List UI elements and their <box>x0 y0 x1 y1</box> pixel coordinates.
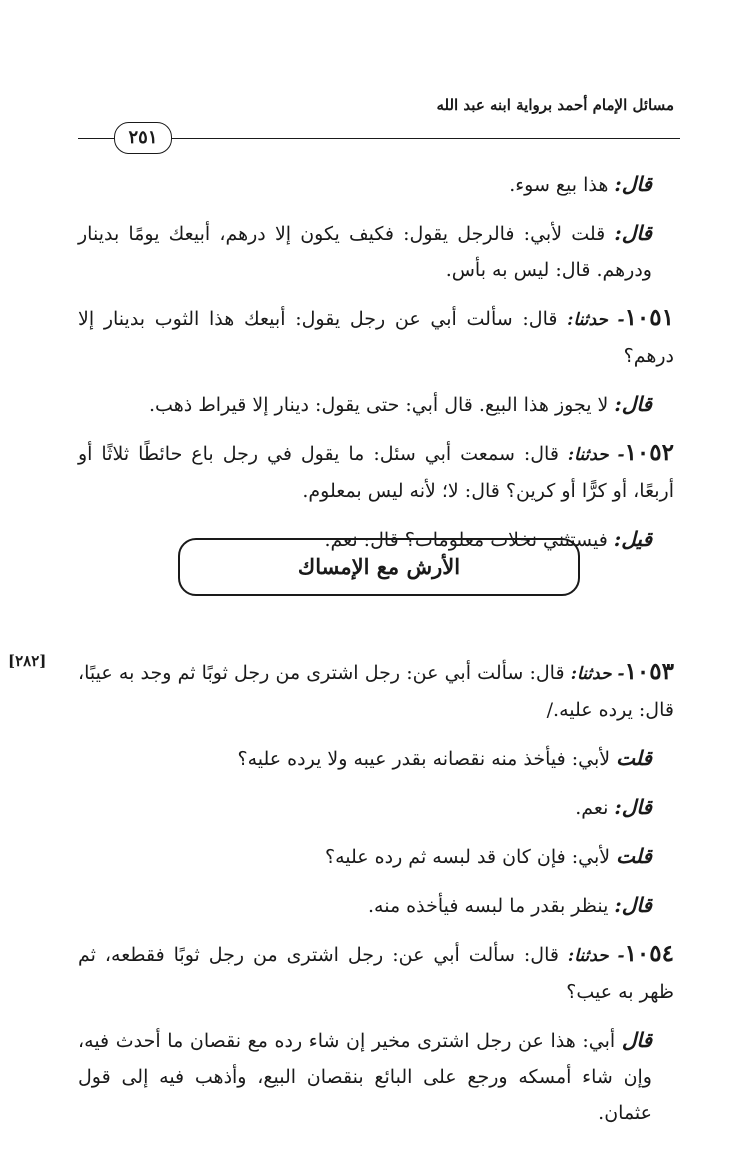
paragraph-text: قال: سألت أبي عن: رجل اشترى من رجل ثوبًا ثم وجد به عيبًا، قال: يرده عليه./ <box>78 662 674 721</box>
page-number: ٢٥١ <box>114 122 172 154</box>
speaker-label: قلت <box>616 844 652 868</box>
hadith-1053 <box>78 654 674 728</box>
running-title: مسائل الإمام أحمد برواية ابنه عبد الله <box>436 96 674 114</box>
paragraph-text: أبي: هذا عن رجل اشترى مخير إن شاء رده مع نقصان ما أحدث فيه، وإن شاء أمسكه ورجع على البائع بنقصان البيع، وأذهب فيه إلى قول عثمان. <box>78 1030 652 1124</box>
paragraph-text: قال: سألت أبي عن: رجل اشترى من رجل ثوبًا فقطعه، ثم ظهر به عيب؟ <box>78 944 674 1003</box>
hadith-label: - حدثنا: <box>567 310 625 330</box>
hadith-label: - حدثنا: <box>567 946 625 966</box>
paragraph-text: قال: سألت أبي عن رجل يقول: أبيعك هذا الثوب بدينار إلا درهم؟ <box>78 308 674 367</box>
hadith-number: ١٠٥١ <box>624 304 674 331</box>
hadith-1052 <box>78 435 674 509</box>
paragraph <box>78 789 674 826</box>
paragraph-text: قلت لأبي: فالرجل يقول: فكيف يكون إلا درهم، أبيعك يومًا بدينار ودرهم. قال: ليس به بأس. <box>78 223 652 281</box>
hadith-number: ١٠٥٣ <box>624 658 674 685</box>
speaker-label: قال: <box>614 893 652 917</box>
hadith-number: ١٠٥٤ <box>624 940 674 967</box>
hadith-number: ١٠٥٢ <box>624 439 674 466</box>
paragraph-text: لا يجوز هذا البيع. قال أبي: حتى يقول: دينار إلا قيراط ذهب. <box>149 394 615 416</box>
paragraph <box>78 838 674 875</box>
speaker-label: قال: <box>614 172 652 196</box>
hadith-label: - حدثنا: <box>567 445 625 465</box>
paragraph <box>78 1022 674 1131</box>
speaker-label: قال: <box>614 221 652 245</box>
paragraph-text: قال: سمعت أبي سئل: ما يقول في رجل باع حائطًا ثلاثًا أو أربعًا، أو كرًّا أو كرين؟ قال: لا؛ لأنه ليس بمعلوم. <box>78 443 674 502</box>
paragraph <box>78 887 674 924</box>
hadith-1054 <box>78 936 674 1010</box>
speaker-label: قيل: <box>613 527 652 551</box>
speaker-label: قال: <box>614 795 652 819</box>
paragraph-text: نعم. <box>575 797 615 819</box>
margin-reference: [٢٨٢] <box>8 652 47 670</box>
paragraph-text: لأبي: فيأخذ منه نقصانه بقدر عيبه ولا يرده عليه؟ <box>237 748 617 770</box>
paragraph-text: ينظر بقدر ما لبسه فيأخذه منه. <box>368 895 615 917</box>
paragraph-text: هذا بيع سوء. <box>509 174 615 196</box>
paragraph <box>78 215 674 288</box>
body-text <box>78 166 674 1143</box>
speaker-label: قال <box>621 1028 652 1052</box>
speaker-label: قال: <box>614 392 652 416</box>
paragraph <box>78 386 674 423</box>
hadith-1051 <box>78 300 674 374</box>
paragraph <box>78 740 674 777</box>
paragraph-text: فيستثني نخلات معلومات؟ قال: نعم. <box>324 529 614 551</box>
paragraph-text: لأبي: فإن كان قد لبسه ثم رده عليه؟ <box>325 846 617 868</box>
section-heading: الأرش مع الإمساك <box>178 538 580 596</box>
paragraph <box>78 166 674 203</box>
hadith-label: - حدثنا: <box>570 664 625 684</box>
speaker-label: قلت <box>616 746 652 770</box>
